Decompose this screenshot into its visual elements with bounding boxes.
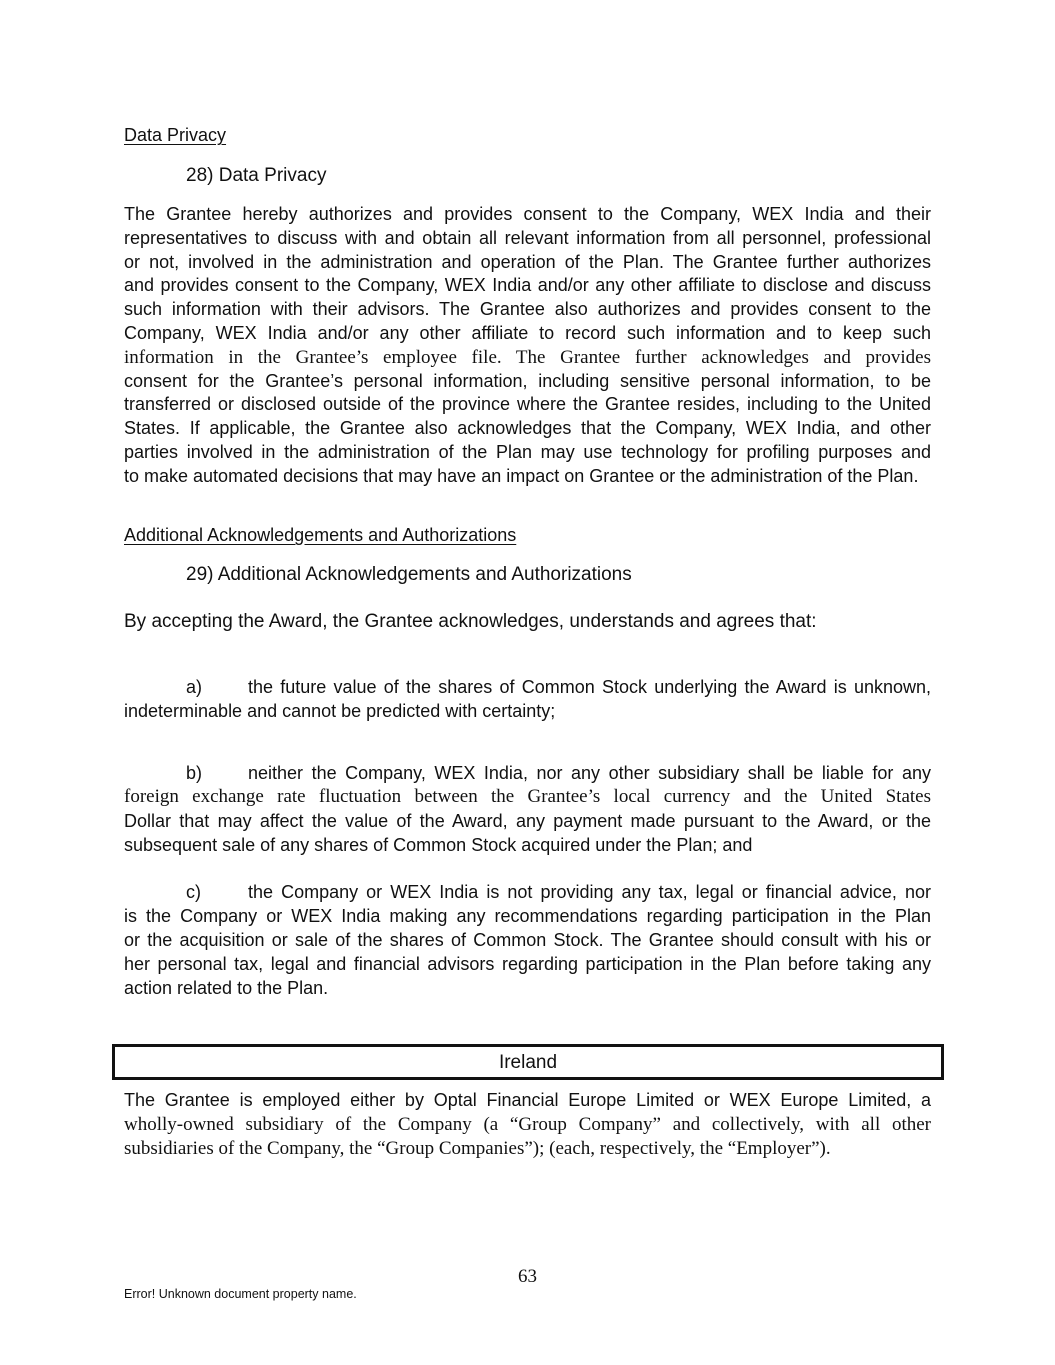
list-item-line: indeterminable and cannot be predicted with certainty; — [124, 701, 556, 721]
intro-text: By accepting the Award, the Grantee acknowledges, understands and agrees that: — [124, 611, 817, 632]
list-item-line: or the acquisition or sale of the shares of Common Stock. The Grantee should consult with his or — [124, 930, 931, 950]
section-heading-data-privacy: Data Privacy — [124, 125, 227, 145]
data-privacy-paragraph — [124, 203, 931, 489]
numbered-heading-29: 29) Additional Acknowledgements and Authorizations — [186, 564, 632, 585]
list-item-b — [124, 761, 931, 857]
footer-text: Error! Unknown document property name. — [124, 1287, 357, 1301]
paragraph-line: The Grantee is employed either by Optal Financial Europe Limited or WEX Europe Limited, a — [124, 1090, 931, 1110]
list-item-line: her personal tax, legal and financial advisors regarding participation in the Plan before taking any — [124, 954, 931, 974]
paragraph-line: representatives to discuss with and obtain all relevant information from all personnel, professional — [124, 227, 931, 248]
paragraph-line: consent for the Grantee’s personal information, including sensitive personal information, to be — [124, 370, 931, 391]
list-item-a — [124, 675, 931, 723]
paragraph-line: Company, WEX India and/or any other affiliate to record such information and to keep such — [124, 322, 931, 343]
list-item-line: foreign exchange rate fluctuation between the Grantee’s local currency and the United States — [124, 786, 931, 807]
list-item-line: action related to the Plan. — [124, 978, 329, 998]
paragraph-line: and provides consent to the Company, WEX India and/or any other affiliate to disclose and discuss — [124, 275, 931, 296]
list-item-line: Dollar that may affect the value of the Award, any payment made pursuant to the Award, or the — [124, 811, 931, 831]
list-item-label: b) — [186, 763, 203, 783]
list-item-label: a) — [186, 677, 203, 697]
paragraph-line: to make automated decisions that may have an impact on Grantee or the administration of the Plan. — [124, 465, 919, 486]
list-item-first-line: the Company or WEX India is not providing any tax, legal or financial advice, nor — [248, 882, 931, 902]
list-item-first-line: the future value of the shares of Common Stock underlying the Award is unknown, — [248, 677, 931, 697]
paragraph-line: States. If applicable, the Grantee also acknowledges that the Company, WEX India, and other — [124, 418, 931, 439]
section-heading-additional: Additional Acknowledgements and Authorizations — [124, 525, 517, 545]
country-header-box — [112, 1044, 944, 1080]
page-number: 63 — [518, 1266, 537, 1287]
paragraph-line: parties involved in the administration of the Plan may use technology for profiling purposes and — [124, 441, 931, 462]
paragraph-line: The Grantee hereby authorizes and provides consent to the Company, WEX India and their — [124, 204, 931, 224]
country-title: Ireland — [498, 1052, 558, 1073]
paragraph-line: wholly-owned subsidiary of the Company (a “Group Company” and collectively, with all other — [124, 1113, 931, 1135]
ireland-paragraph — [124, 1089, 931, 1160]
paragraph-line: transferred or disclosed outside of the province where the Grantee resides, including to the United — [124, 394, 931, 415]
paragraph-line: subsidiaries of the Company, the “Group Companies”); (each, respectively, the “Employer”). — [124, 1137, 831, 1159]
list-item-c — [124, 880, 931, 1000]
list-item-label: c) — [186, 882, 201, 902]
list-item-first-line: neither the Company, WEX India, nor any other subsidiary shall be liable for any — [248, 763, 931, 783]
numbered-heading-28: 28) Data Privacy — [186, 165, 327, 186]
list-item-line: subsequent sale of any shares of Common Stock acquired under the Plan; and — [124, 835, 753, 855]
paragraph-line: or not, involved in the administration and operation of the Plan. The Grantee further authorizes — [124, 251, 931, 272]
paragraph-line: information in the Grantee’s employee file. The Grantee further acknowledges and provides — [124, 346, 931, 368]
list-item-line: is the Company or WEX India making any recommendations regarding participation in the Plan — [124, 906, 931, 926]
paragraph-line: such information with their advisors. The Grantee also authorizes and provides consent to the — [124, 299, 931, 320]
